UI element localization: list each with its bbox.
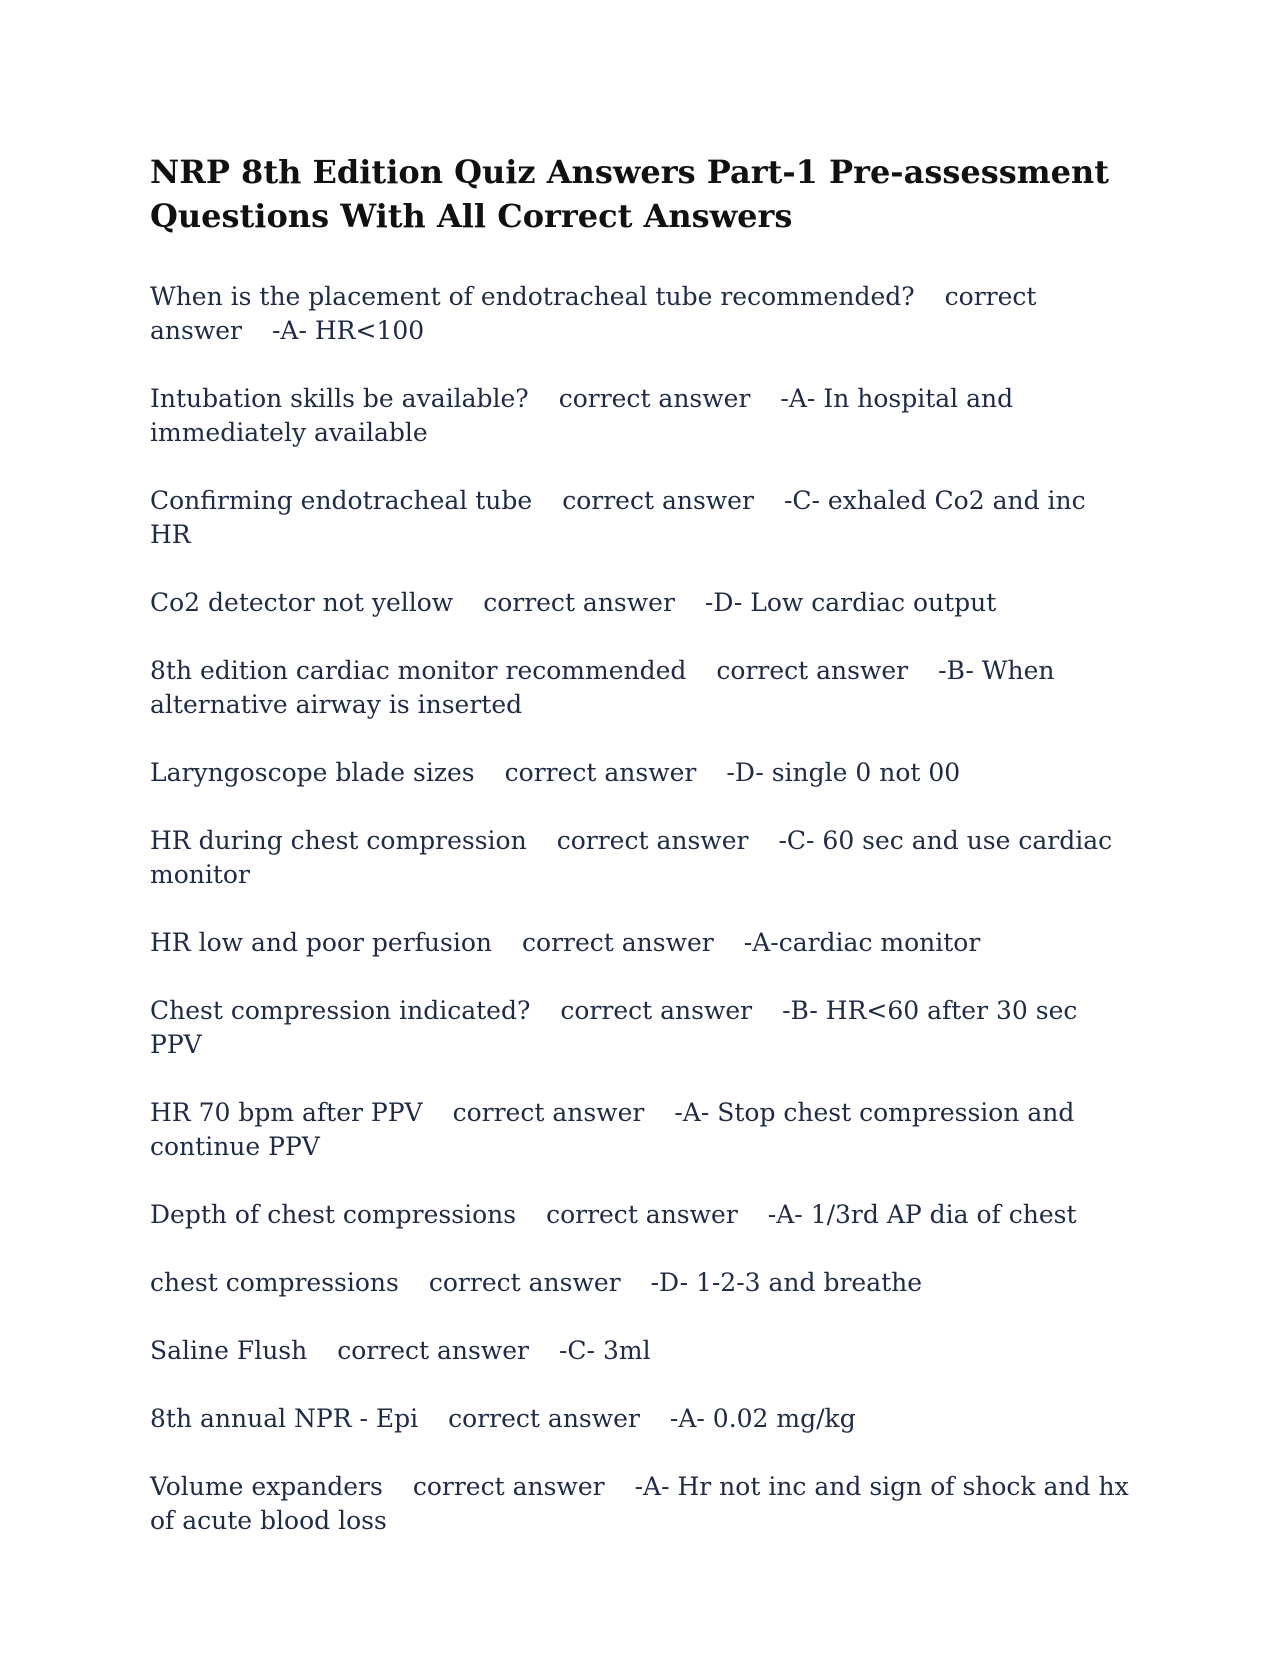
qa-item (150, 654, 1130, 722)
answer-text: -A-cardiac monitor (743, 928, 981, 957)
question-text: chest compressions (150, 1268, 399, 1297)
question-text: Confirming endotracheal tube (150, 486, 533, 515)
answer-text: -D- Low cardiac output (704, 588, 997, 617)
question-text: Saline Flush (150, 1336, 308, 1365)
answer-label: correct answer (562, 486, 754, 515)
answer-label: correct answer (522, 928, 714, 957)
question-text: Laryngoscope blade sizes (150, 758, 475, 787)
qa-item (150, 1470, 1137, 1538)
answer-text: -A- HR<100 (271, 316, 425, 345)
question-text: HR low and poor perfusion (150, 928, 493, 957)
qa-item (150, 756, 1130, 790)
qa-item (150, 1096, 1130, 1164)
answer-text: -C- 60 sec and use cardiac monitor (150, 826, 1121, 889)
answer-label: correct answer (150, 282, 1045, 345)
qa-item (150, 484, 1130, 552)
answer-label: correct answer (558, 384, 751, 413)
answer-text: -B- When alternative airway is inserted (150, 656, 1063, 719)
qa-item (150, 382, 1130, 450)
document-page (150, 150, 1137, 1572)
qa-item (150, 1334, 1130, 1368)
question-text: Co2 detector not yellow (150, 588, 454, 617)
answer-label: correct answer (556, 826, 749, 855)
answer-label: correct answer (412, 1472, 605, 1501)
answer-text: -D- 1-2-3 and breathe (650, 1268, 923, 1297)
answer-label: correct answer (428, 1268, 621, 1297)
document-title: NRP 8th Edition Quiz Answers Part-1 Pre-assessment Questions With All Correct Answers (150, 153, 1109, 235)
answer-label: correct answer (546, 1200, 738, 1229)
answer-text: -D- single 0 not 00 (726, 758, 961, 787)
qa-item (150, 994, 1130, 1062)
answer-label: correct answer (337, 1336, 529, 1365)
question-text: HR 70 bpm after PPV (150, 1098, 423, 1127)
qa-item (150, 824, 1130, 892)
answer-label: correct answer (716, 656, 909, 685)
answer-text: -A- In hospital and immediately available (150, 384, 1022, 447)
answer-text: -C- exhaled Co2 and inc HR (150, 486, 1094, 549)
question-text: HR during chest compression (150, 826, 527, 855)
answer-text: -A- 1/3rd AP dia of chest (767, 1200, 1077, 1229)
qa-list (150, 280, 1137, 1538)
answer-label: correct answer (452, 1098, 645, 1127)
answer-label: correct answer (483, 588, 675, 617)
qa-item (150, 1198, 1130, 1232)
question-text: Chest compression indicated? (150, 996, 531, 1025)
question-text: When is the placement of endotracheal tube recommended? (150, 282, 915, 311)
qa-item (150, 1402, 1130, 1436)
answer-text: -A- 0.02 mg/kg (669, 1404, 856, 1433)
question-text: 8th edition cardiac monitor recommended (150, 656, 687, 685)
question-text: Volume expanders (150, 1472, 383, 1501)
answer-text: -B- HR<60 after 30 sec PPV (150, 996, 1086, 1059)
qa-item (150, 1266, 1130, 1300)
question-text: Intubation skills be available? (150, 384, 529, 413)
answer-label: correct answer (448, 1404, 640, 1433)
answer-label: correct answer (504, 758, 697, 787)
qa-item (150, 926, 1130, 960)
question-text: Depth of chest compressions (150, 1200, 517, 1229)
answer-text: -C- 3ml (558, 1336, 651, 1365)
qa-item (150, 586, 1130, 620)
qa-item (150, 280, 1130, 348)
answer-label: correct answer (560, 996, 753, 1025)
answer-text: -A- Stop chest compression and continue PPV (150, 1098, 1083, 1161)
question-text: 8th annual NPR - Epi (150, 1404, 419, 1433)
answer-text: -A- Hr not inc and sign of shock and hx of acute blood loss (150, 1472, 1137, 1535)
